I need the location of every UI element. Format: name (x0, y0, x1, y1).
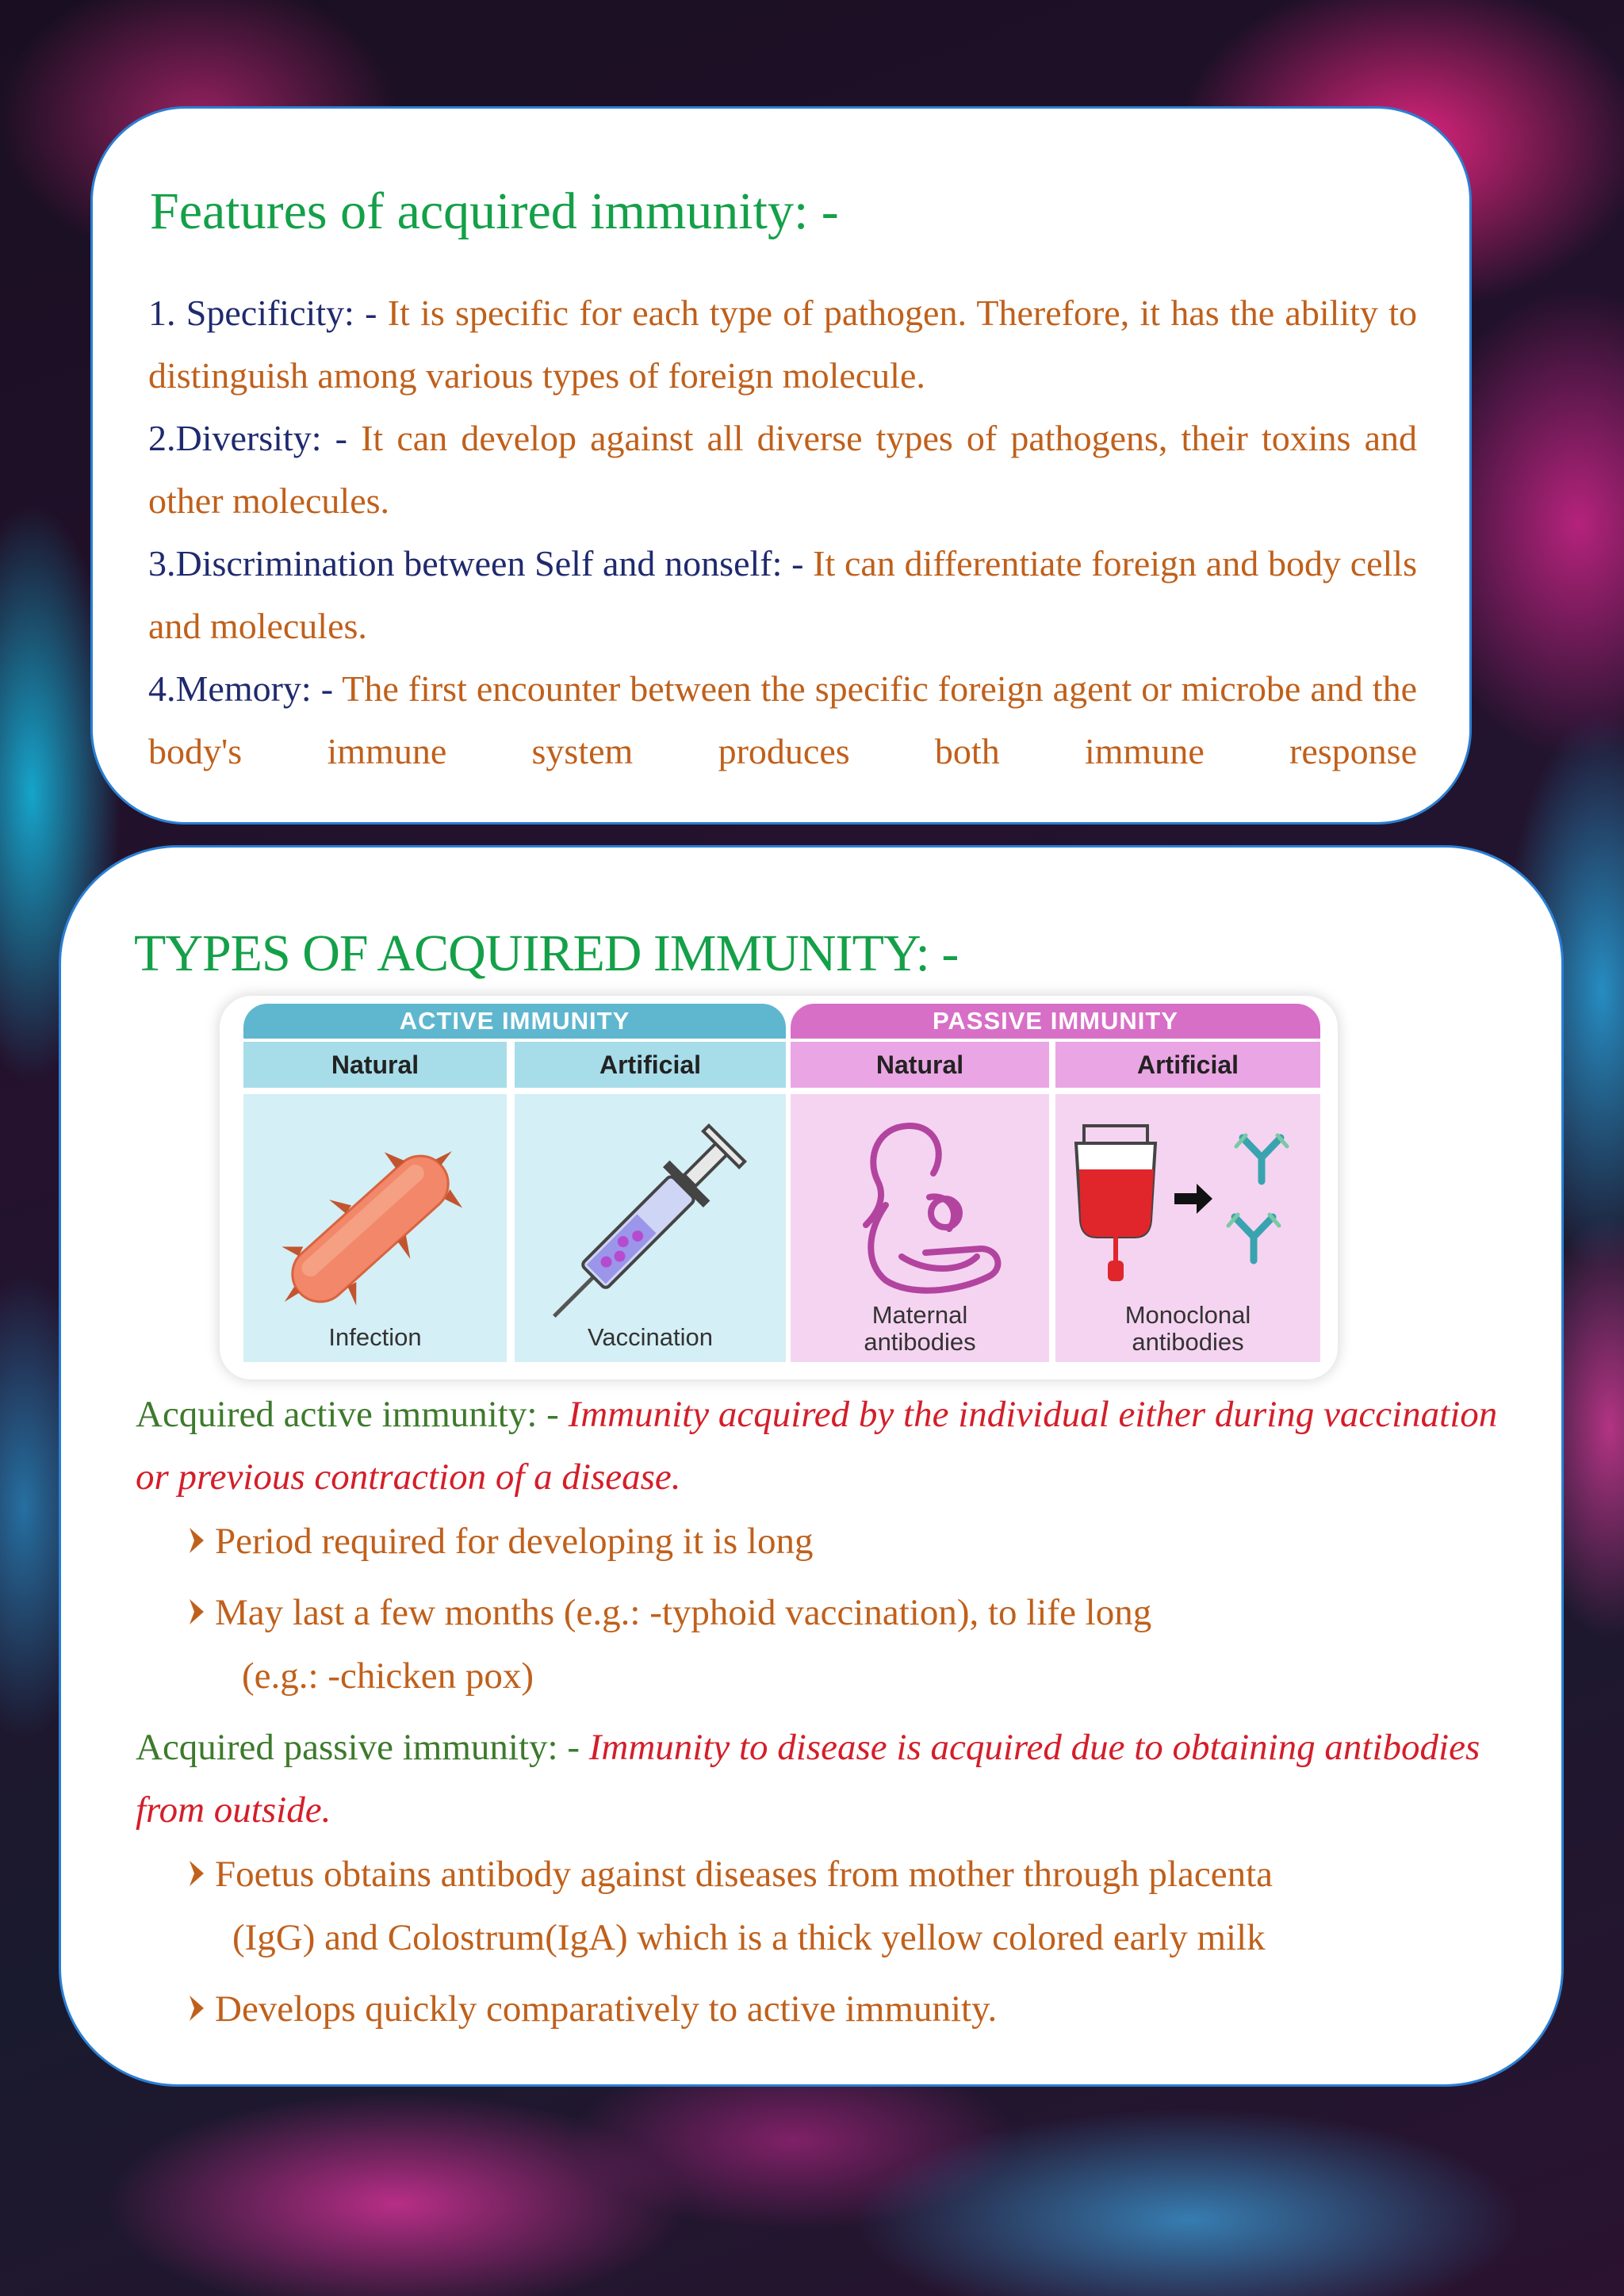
caption-monoclonal-line-1: Monoclonal (1124, 1301, 1251, 1329)
bullet-text: Foetus obtains antibody against diseases from mother through placenta (215, 1854, 1273, 1895)
column-header-passive-natural: Natural (791, 1042, 1049, 1088)
types-card (59, 845, 1564, 2087)
active-definition-text: Immunity acquired by the individual either during vaccination or previous contraction of a disease. (136, 1394, 1498, 1498)
feature-label: 1. Specificity: - (148, 293, 388, 333)
arrow-bullet-icon (188, 1992, 205, 2024)
feature-discrimination (148, 532, 1417, 657)
syringe-icon (515, 1094, 786, 1362)
column-header-active-artificial: Artificial (515, 1042, 786, 1088)
immunity-types-infographic (220, 996, 1338, 1380)
feature-text: The first encounter between the specific foreign agent or microbe and the body's immune system produces both immune response (148, 668, 1417, 771)
feature-diversity (148, 407, 1417, 532)
active-bullet-1 (188, 1510, 1504, 1573)
caption-monoclonal-line-2: antibodies (1132, 1328, 1244, 1356)
passive-label: Acquired passive immunity: - (136, 1727, 589, 1768)
bullet-text: Period required for developing it is long (215, 1521, 814, 1562)
column-monoclonal-antibodies (1055, 1094, 1320, 1362)
passive-immunity-band: PASSIVE IMMUNITY (791, 1004, 1320, 1039)
bullet-text: Develops quickly comparatively to active immunity. (215, 1988, 998, 2030)
passive-immunity-definition (136, 1716, 1500, 1842)
arrow-bullet-icon (188, 1525, 205, 1556)
active-bullet-2 (188, 1582, 1504, 1644)
features-heading: Features of acquired immunity: - (150, 182, 839, 240)
passive-bullet-1-continuation: (IgG) and Colostrum(IgA) which is a thick yellow colored early milk (232, 1917, 1266, 1958)
column-header-active-natural: Natural (243, 1042, 507, 1088)
passive-bullet-1 (188, 1843, 1504, 1906)
passive-bullet-2 (188, 1978, 1504, 2041)
active-label: Acquired active immunity: - (136, 1394, 569, 1435)
column-header-passive-artificial: Artificial (1055, 1042, 1320, 1088)
feature-label: 2.Diversity: - (148, 418, 362, 458)
feature-text: It can develop against all diverse types of pathogens, their toxins and other molecules. (148, 418, 1418, 521)
feature-memory (148, 657, 1417, 783)
types-heading: TYPES OF ACQUIRED IMMUNITY: - (134, 924, 959, 982)
features-card (90, 106, 1472, 825)
feature-label: 4.Memory: - (148, 668, 343, 709)
caption-maternal-line-2: antibodies (864, 1328, 976, 1356)
caption-vaccination: Vaccination (588, 1323, 713, 1351)
caption-maternal-line-1: Maternal (871, 1301, 968, 1329)
bullet-text: May last a few months (e.g.: -typhoid vaccination), to life long (215, 1592, 1152, 1633)
active-bullet-2-continuation: (e.g.: -chicken pox) (242, 1655, 534, 1697)
feature-text: It can differentiate foreign and body cells and molecules. (148, 543, 1417, 646)
column-vaccination (515, 1094, 786, 1362)
feature-text: It is specific for each type of pathogen. Therefore, it has the ability to distinguish among various types of foreign molecule. (148, 293, 1417, 396)
bacterium-icon (243, 1094, 507, 1362)
column-infection (243, 1094, 507, 1362)
column-maternal-antibodies (791, 1094, 1049, 1362)
active-immunity-definition (136, 1383, 1500, 1509)
feature-label: 3.Discrimination between Self and nonself: - (148, 543, 814, 584)
feature-specificity (148, 281, 1417, 407)
arrow-bullet-icon (188, 1858, 205, 1889)
active-immunity-band: ACTIVE IMMUNITY (243, 1004, 786, 1039)
passive-definition-text: Immunity to disease is acquired due to obtaining antibodies from outside. (136, 1727, 1480, 1831)
caption-infection: Infection (328, 1323, 422, 1351)
arrow-bullet-icon (188, 1596, 205, 1628)
